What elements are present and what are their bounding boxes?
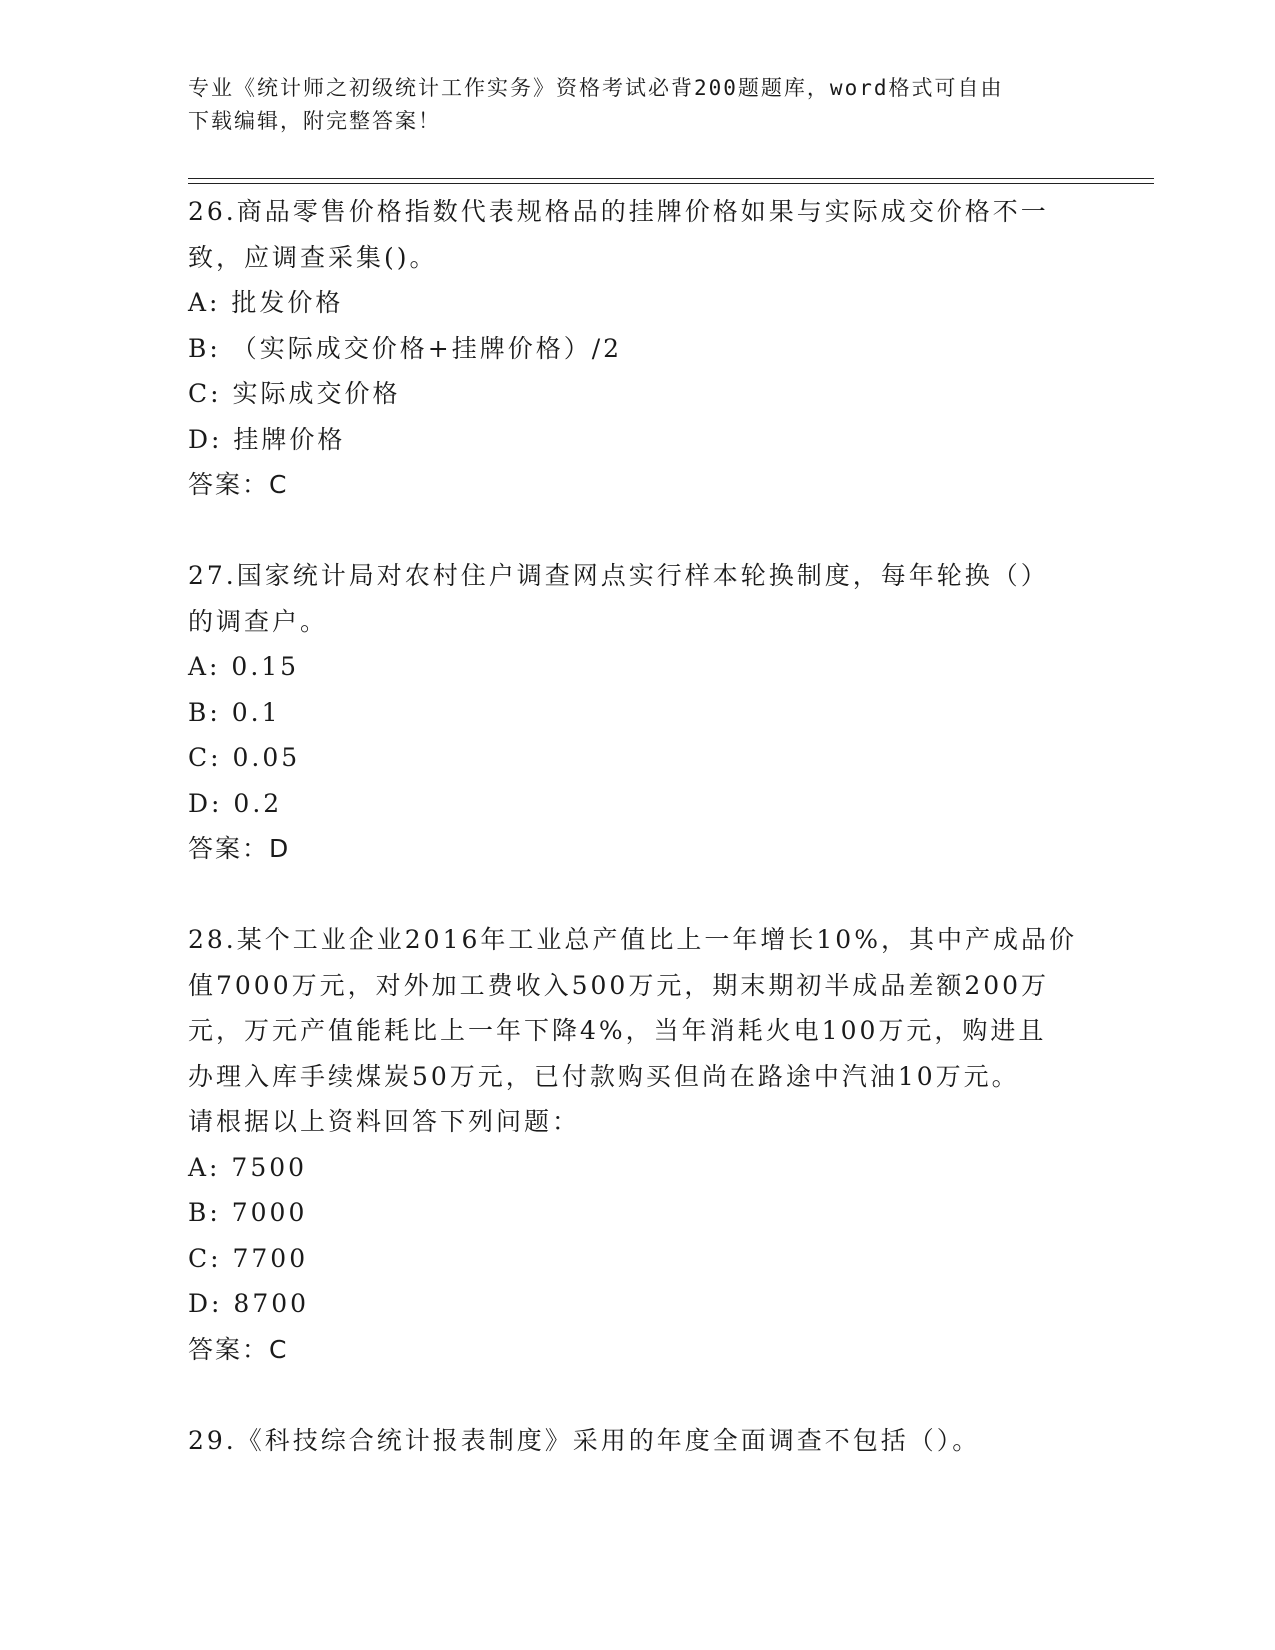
question-29 xyxy=(188,1418,1088,1464)
question-stem-line: 致，应调查采集()。 xyxy=(188,242,438,272)
option-a: A: 0.15 xyxy=(188,652,300,681)
question-stem-line: 值7000万元，对外加工费收入500万元，期末期初半成品差额200万 xyxy=(188,970,1050,1000)
question-stem-line: 27.国家统计局对农村住户调查网点实行样本轮换制度，每年轮换（） xyxy=(188,561,1049,590)
question-stem-line: 元，万元产值能耗比上一年下降4%，当年消耗火电100万元，购进且 xyxy=(188,1016,1047,1045)
question-26 xyxy=(188,189,1088,508)
option-a: A: 7500 xyxy=(188,1152,308,1182)
answer-label: 答案：C xyxy=(188,1334,289,1364)
question-27 xyxy=(188,553,1088,872)
option-d: D: 挂牌价格 xyxy=(188,424,346,454)
option-a: A: 批发价格 xyxy=(188,288,344,317)
option-b: B: （实际成交价格+挂牌价格）/2 xyxy=(188,333,623,363)
question-stem-line: 的调查户。 xyxy=(188,606,329,636)
header-divider-top xyxy=(188,178,1154,179)
answer-label: 答案：C xyxy=(188,470,289,499)
header-line-2: 下载编辑，附完整答案！ xyxy=(188,109,441,133)
question-stem-line: 28.某个工业企业2016年工业总产值比上一年增长10%，其中产成品价 xyxy=(188,925,1077,954)
answer-label: 答案：D xyxy=(188,834,291,863)
option-b: B: 7000 xyxy=(188,1198,308,1227)
question-stem-line: 办理入库手续煤炭50万元，已付款购买但尚在路途中汽油10万元。 xyxy=(188,1061,1020,1091)
option-c: C: 0.05 xyxy=(188,743,301,772)
header-divider-bottom xyxy=(188,183,1154,184)
document-header xyxy=(188,72,1068,138)
option-b: B: 0.1 xyxy=(188,697,281,727)
option-d: D: 0.2 xyxy=(188,788,283,818)
header-line-1: 专业《统计师之初级统计工作实务》资格考试必背200题题库，word格式可自由 xyxy=(188,76,1004,100)
question-stem-line: 26.商品零售价格指数代表规格品的挂牌价格如果与实际成交价格不一 xyxy=(188,197,1049,226)
option-c: C: 7700 xyxy=(188,1243,309,1273)
option-c: C: 实际成交价格 xyxy=(188,379,401,408)
question-stem-line: 请根据以上资料回答下列问题： xyxy=(188,1107,581,1136)
question-28 xyxy=(188,917,1088,1372)
option-d: D: 8700 xyxy=(188,1289,310,1318)
question-stem-line: 29.《科技综合统计报表制度》采用的年度全面调查不包括（）。 xyxy=(188,1426,981,1455)
